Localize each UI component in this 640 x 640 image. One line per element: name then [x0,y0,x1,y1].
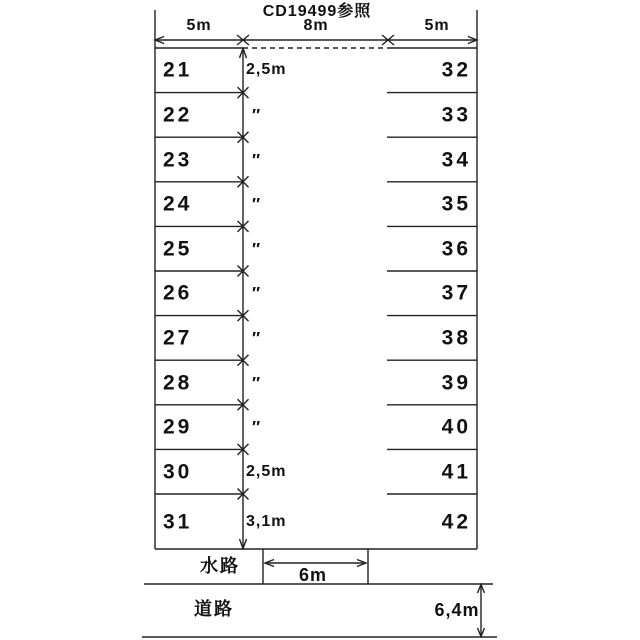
stall-number: 33 [441,103,471,127]
stall-depth-label: ″ [252,328,261,348]
stall-number: 35 [441,192,471,216]
stall-number: 42 [441,510,471,533]
stall-depth-label: ″ [252,283,261,303]
stall-divider-lines [155,87,477,499]
stall-depth-label: 2,5m [246,462,287,480]
stall-number: 41 [441,460,471,484]
stall-number: 27 [163,326,193,350]
stall-number: 40 [441,415,471,439]
dimension-8m-middle: 8m [303,17,329,34]
stall-depth-label: 2,5m [246,61,287,79]
stall-number: 29 [163,415,193,439]
dimension-arrowheads [155,35,485,637]
stall-depth-label: ″ [252,417,261,437]
stall-number: 36 [441,237,471,261]
stall-number: 22 [163,103,193,127]
stall-depth-label: 3,1m [246,512,287,530]
stall-number: 21 [163,58,193,82]
road-width-dimension: 6,4m [434,600,480,620]
stall-number: 39 [441,371,471,394]
stall-depth-label: ″ [252,105,261,125]
stall-number: 31 [163,510,193,533]
dimension-5m-right: 5m [424,17,450,34]
stall-number: 38 [441,326,471,350]
stall-number: 23 [163,148,193,171]
stall-number: 24 [163,192,193,216]
stall-number: 26 [163,281,193,305]
opening-width-dimension: 6m [298,565,328,585]
stall-depth-label: ″ [252,150,261,169]
road-label: 道路 [194,599,234,619]
stall-depth-label: ″ [252,194,261,214]
stall-number: 30 [163,460,193,484]
stall-depth-label: ″ [252,239,261,259]
stall-number: 34 [441,148,471,171]
dimension-5m-left: 5m [186,17,212,34]
stall-number: 28 [163,371,193,394]
stall-depth-label: ″ [252,373,261,392]
stall-number: 32 [441,58,471,82]
plan-title: CD19499参照 [262,3,372,20]
stall-number: 37 [441,281,471,305]
stall-number: 25 [163,237,193,261]
waterway-label: 水路 [200,556,240,576]
